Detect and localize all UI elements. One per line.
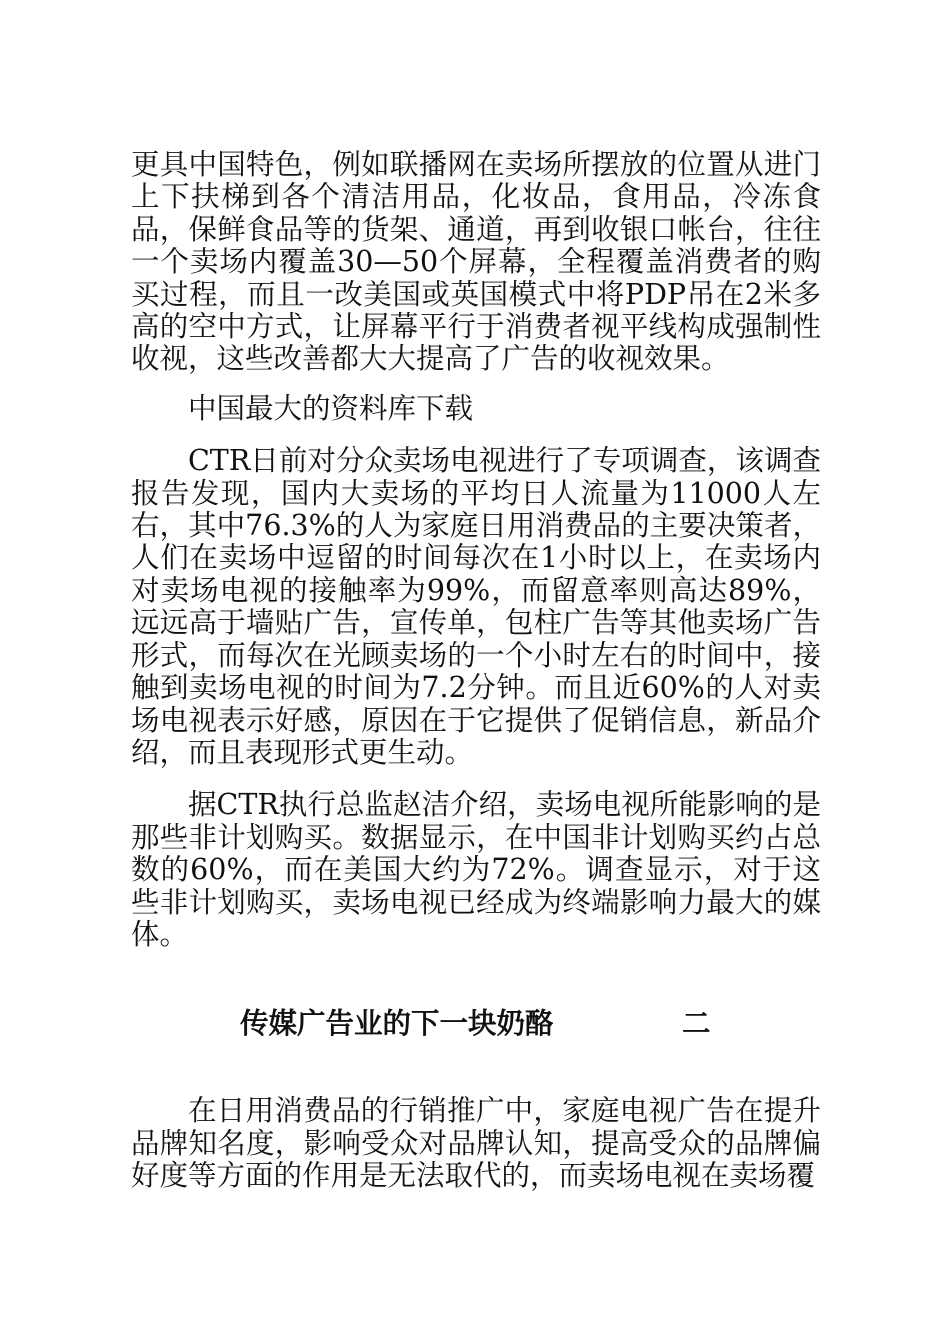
section-heading — [131, 1003, 821, 1043]
section-heading-number: 二 — [682, 1006, 711, 1041]
section-heading-title: 传媒广告业的下一块奶酪 — [240, 1006, 554, 1041]
paragraph-3: CTR日前对分众卖场电视进行了专项调查，该调查报告发现，国内大卖场的平均日人流量为11000人左右，其中76.3%的人为家庭日用消费品的主要决策者，人们在卖场中逗留的时间每次在1小时以上，在卖场内对卖场电视的接触率为99%，而留意率则高达89%，远远高于墙贴广告，宣传单，包柱广告等其他卖场广告形式，而每次在光顾卖场的一个小时左右的时间中，接触到卖场电视的时间为7.2分钟。而且近60%的人对卖场电视表示好感，原因在于它提供了促销信息，新品介绍，而且表现形式更生动。 — [131, 444, 821, 769]
paragraph-4: 据CTR执行总监赵洁介绍，卖场电视所能影响的是那些非计划购买。数据显示，在中国非计划购买约占总数的60%，而在美国大约为72%。调查显示，对于这些非计划购买，卖场电视已经成为终端影响力最大的媒体。 — [131, 788, 821, 951]
paragraph-2: 中国最大的资料库下载 — [188, 391, 474, 425]
paragraph-5: 在日用消费品的行销推广中，家庭电视广告在提升品牌知名度，影响受众对品牌认知，提高受众的品牌偏好度等方面的作用是无法取代的，而卖场电视在卖场覆 — [131, 1094, 821, 1193]
document-page — [131, 149, 821, 1193]
paragraph-1: 更具中国特色，例如联播网在卖场所摆放的位置从进门上下扶梯到各个清洁用品，化妆品，食用品，冷冻食品，保鲜食品等的货架、通道，再到收银口帐台，往往一个卖场内覆盖30—50个屏幕，全程覆盖消费者的购买过程，而且一改美国或英国模式中将PDP吊在2米多高的空中方式，让屏幕平行于消费者视平线构成强制性收视，这些改善都大大提高了广告的收视效果。 — [131, 148, 821, 376]
